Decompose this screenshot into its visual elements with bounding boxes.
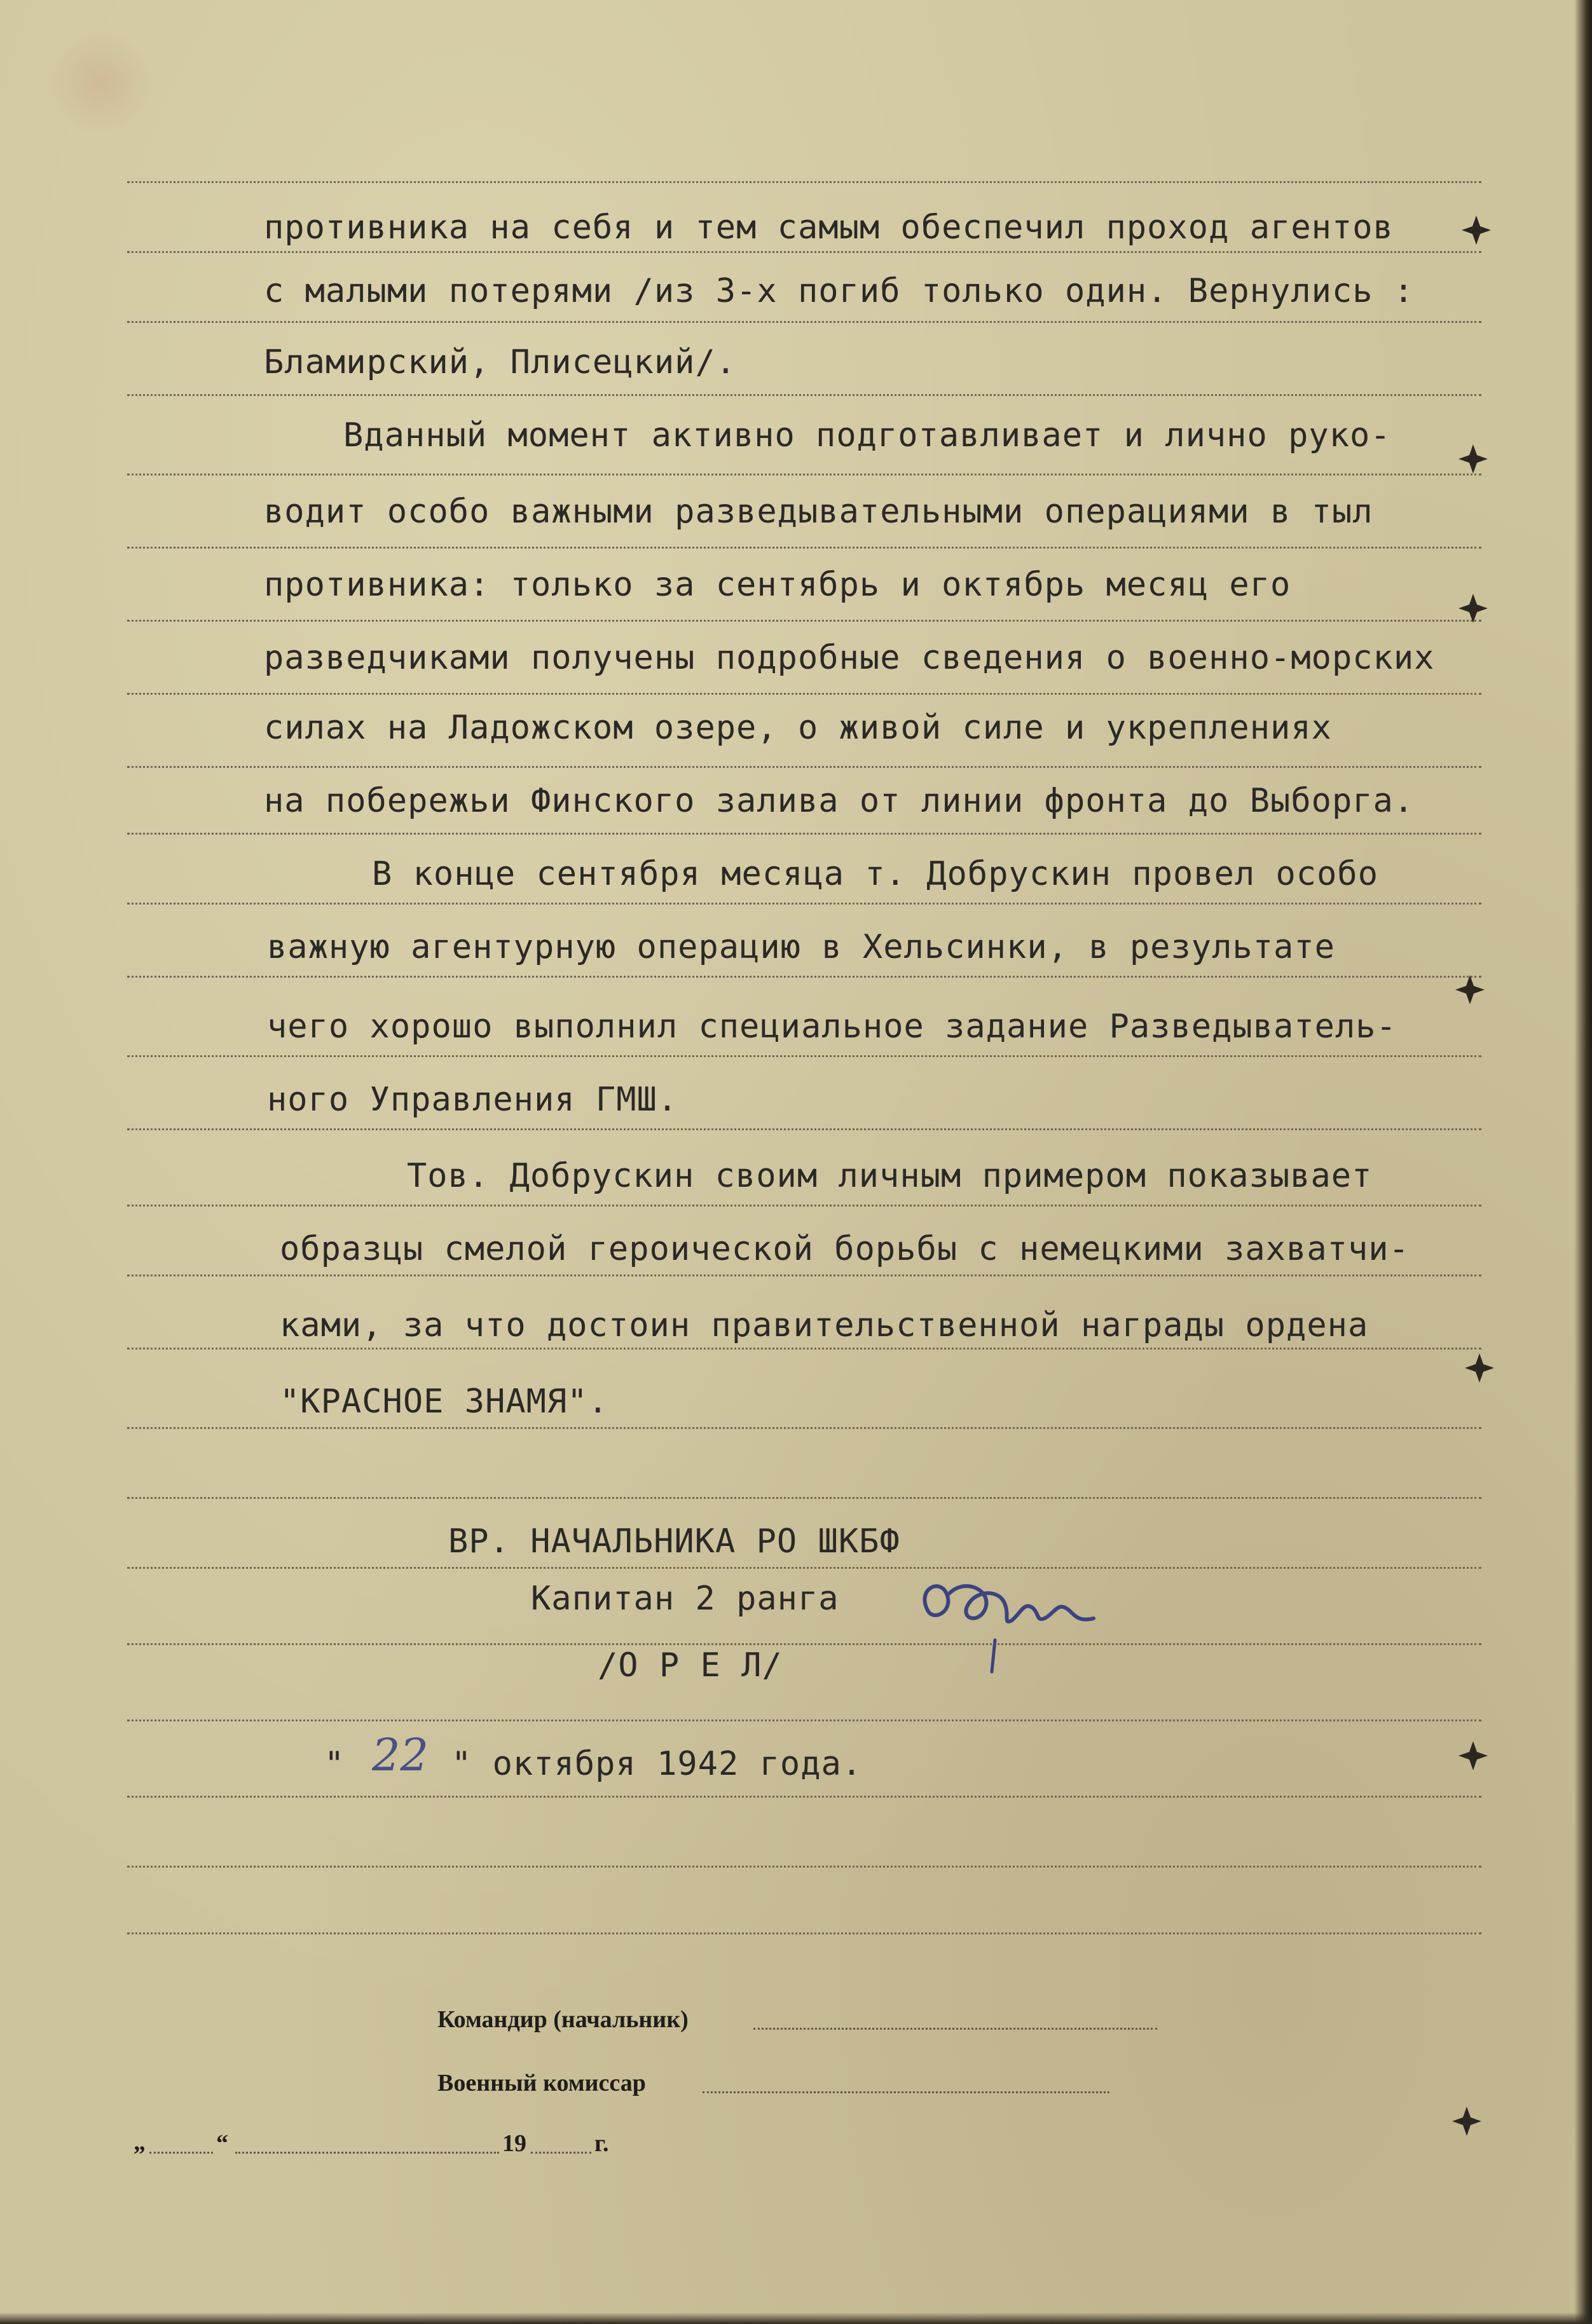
page-edge-shadow xyxy=(1574,0,1592,2324)
ruling-line xyxy=(127,321,1481,323)
body-line: важную агентурную операцию в Хельсинки, в результате xyxy=(267,928,1335,966)
body-line: В конце сентября месяца т. Добрускин провел особо xyxy=(372,855,1379,893)
ruling-line xyxy=(127,1567,1481,1569)
body-line: образцы смелой героической борьбы с немецкими захватчи- xyxy=(280,1230,1410,1268)
date-month-year: " октября 1942 года. xyxy=(451,1745,863,1783)
date-open-mark: „ xyxy=(134,2129,146,2156)
ruling-line xyxy=(127,620,1481,622)
ruling-line xyxy=(127,394,1481,396)
ruling-line xyxy=(127,903,1481,905)
ruling-line xyxy=(127,1497,1481,1499)
year-prefix: 19 xyxy=(502,2130,526,2157)
ruling-line xyxy=(127,693,1481,695)
body-line: противника на себя и тем самым обеспечил проход агентов xyxy=(264,208,1394,247)
ruling-line xyxy=(127,547,1481,549)
form-month-field[interactable] xyxy=(235,2152,499,2154)
ruling-line xyxy=(127,181,1481,183)
year-suffix: г. xyxy=(594,2130,609,2157)
commissar-label: Военный комиссар xyxy=(437,2070,646,2096)
commander-signature-field[interactable] xyxy=(753,2028,1157,2030)
date-quote-mark: “ xyxy=(216,2130,228,2157)
ruling-line xyxy=(127,1866,1481,1868)
body-line: Тов. Добрускин своим личным примером показывает xyxy=(407,1157,1373,1195)
body-line: ного Управления ГМШ. xyxy=(267,1081,678,1119)
ruling-line xyxy=(127,1796,1481,1798)
signatory-rank: Капитан 2 ранга xyxy=(531,1580,839,1618)
ruling-line xyxy=(127,1275,1481,1276)
commander-label: Командир (начальник) xyxy=(437,2006,689,2033)
body-line: на побережьи Финского залива от линии фронта до Выборга. xyxy=(264,782,1415,820)
body-line: с малыми потерями /из 3-х погиб только один. Вернулись : xyxy=(264,272,1415,310)
punch-hole-icon xyxy=(1456,1739,1490,1773)
punch-hole-icon xyxy=(1456,442,1490,476)
punch-hole-icon xyxy=(1450,2104,1484,2138)
ruling-line xyxy=(127,251,1481,253)
ruling-line xyxy=(127,1055,1481,1057)
punch-hole-icon xyxy=(1453,973,1487,1007)
body-line: "КРАСНОЕ ЗНАМЯ". xyxy=(280,1383,608,1421)
commissar-signature-field[interactable] xyxy=(703,2091,1109,2093)
ruling-line xyxy=(127,1128,1481,1130)
form-year-field[interactable] xyxy=(531,2152,591,2154)
punch-hole-icon xyxy=(1462,1351,1497,1385)
body-line: разведчиками получены подробные сведения о военно-морских xyxy=(264,639,1435,677)
body-line: водит особо важными разведывательными операциями в тыл xyxy=(264,493,1373,531)
body-line: чего хорошо выполнил специальное задание Разведыватель- xyxy=(267,1008,1397,1046)
ruling-line xyxy=(127,1427,1481,1429)
punch-hole-icon xyxy=(1459,213,1493,247)
signatory-name: /О Р Е Л/ xyxy=(598,1646,783,1685)
ruling-line xyxy=(127,1719,1481,1721)
ruling-line xyxy=(127,766,1481,768)
body-line: Вданный момент активно подготавливает и лично руко- xyxy=(343,416,1391,455)
ruling-line xyxy=(127,833,1481,835)
handwritten-signature xyxy=(903,1551,1119,1678)
body-line: Бламирский, Плисецкий/. xyxy=(264,343,737,381)
ruling-line xyxy=(127,976,1481,978)
body-line: силах на Ладожском озере, о живой силе и укреплениях xyxy=(264,709,1332,747)
ruling-line xyxy=(127,1205,1481,1206)
page-bottom-shadow xyxy=(0,2313,1592,2324)
ruling-line xyxy=(127,1348,1481,1350)
signatory-position: ВР. НАЧАЛЬНИКА РО ШКБФ xyxy=(448,1522,900,1561)
punch-hole-icon xyxy=(1456,591,1490,625)
date-day-handwritten: 22 xyxy=(372,1729,429,1781)
body-line: ками, за что достоин правительственной награды ордена xyxy=(280,1306,1369,1344)
ruling-line xyxy=(127,1932,1481,1934)
body-line: противника: только за сентябрь и октябрь месяц его xyxy=(264,566,1291,604)
ruling-line xyxy=(127,1643,1481,1645)
ruling-line xyxy=(127,474,1481,475)
date-open-quote: " xyxy=(324,1745,345,1783)
paper-stain xyxy=(51,25,153,140)
form-day-field[interactable] xyxy=(149,2152,213,2154)
